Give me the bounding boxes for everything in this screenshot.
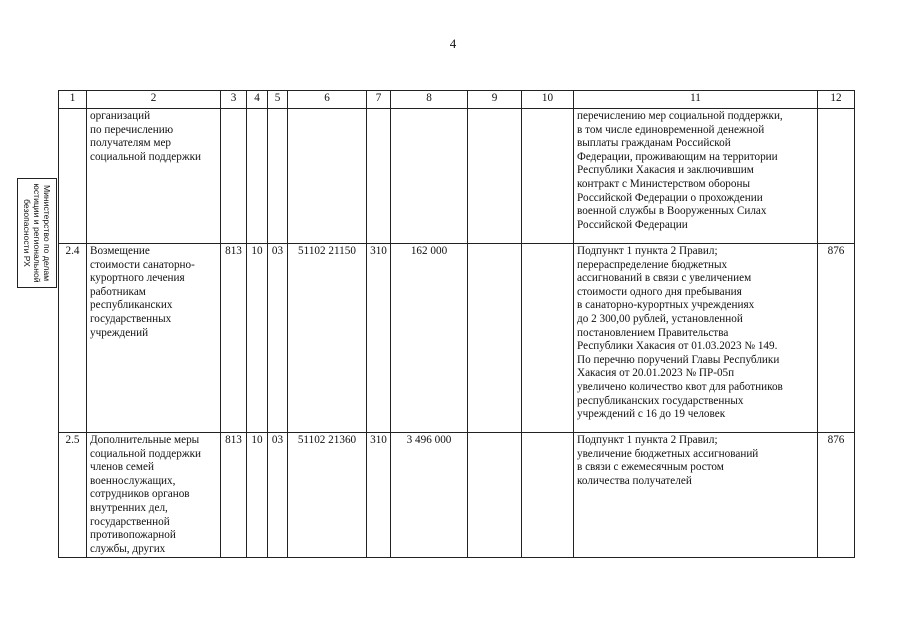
table-row xyxy=(59,109,855,244)
code-cell: 51102 21150 xyxy=(288,244,367,433)
code-cell: 813 xyxy=(221,433,247,558)
ministry-stamp xyxy=(17,178,57,288)
amount-cell xyxy=(391,109,468,244)
code-cell: 03 xyxy=(268,244,288,433)
item-number: 2.4 xyxy=(59,244,87,433)
amount-cell: 3 496 000 xyxy=(391,433,468,558)
item-description: организаций по перечислению получателям мер социальной поддержки xyxy=(87,109,221,244)
code-cell xyxy=(818,109,855,244)
stamp-text: Министерство по делам юстиции и региональной безопасности РХ xyxy=(22,183,52,283)
header-cell: 8 xyxy=(391,91,468,109)
item-number xyxy=(59,109,87,244)
code-cell: 10 xyxy=(247,244,268,433)
header-cell: 7 xyxy=(367,91,391,109)
amount-cell xyxy=(468,109,522,244)
table-row xyxy=(59,244,855,433)
code-cell: 51102 21360 xyxy=(288,433,367,558)
justification-cell: Подпункт 1 пункта 2 Правил; увеличение бюджетных ассигнований в связи с ежемесячным ростом количества получателей xyxy=(574,433,818,558)
code-cell xyxy=(247,109,268,244)
code-cell: 10 xyxy=(247,433,268,558)
code-cell: 03 xyxy=(268,433,288,558)
code-cell xyxy=(288,109,367,244)
code-cell xyxy=(268,109,288,244)
amount-cell xyxy=(522,244,574,433)
header-cell: 6 xyxy=(288,91,367,109)
amount-cell: 162 000 xyxy=(391,244,468,433)
item-description: Дополнительные меры социальной поддержки членов семей военнослужащих, сотрудников органов внутренних дел, государственной противопожарной службы, других xyxy=(87,433,221,558)
amount-cell xyxy=(468,433,522,558)
amount-cell xyxy=(522,433,574,558)
header-cell: 2 xyxy=(87,91,221,109)
code-cell: 876 xyxy=(818,244,855,433)
page-number: 4 xyxy=(449,36,457,51)
amount-cell xyxy=(468,244,522,433)
item-number: 2.5 xyxy=(59,433,87,558)
budget-table xyxy=(58,90,855,558)
header-cell: 4 xyxy=(247,91,268,109)
amount-cell xyxy=(522,109,574,244)
justification-cell: перечислению мер социальной поддержки, в том числе единовременной денежной выплаты гражданам Российской Федерации, проживающим на территории Республики Хакасия и заключившим контракт с Министерством обороны Российской Федерации о прохождении военной службы в Вооруженных Силах Российской Федерации xyxy=(574,109,818,244)
code-cell: 310 xyxy=(367,244,391,433)
header-cell: 3 xyxy=(221,91,247,109)
code-cell: 876 xyxy=(818,433,855,558)
header-cell: 9 xyxy=(468,91,522,109)
table-row xyxy=(59,433,855,558)
justification-cell: Подпункт 1 пункта 2 Правил; перераспределение бюджетных ассигнований в связи с увеличением стоимости одного дня пребывания в санаторно-курортных учреждениях до 2 300,00 рублей, установленной постановлением Правительства Республики Хакасия от 01.03.2023 № 149. По перечню поручений Главы Республики Хакасия от 20.01.2023 № ПР-05п увеличено количество квот для работников республиканских государственных учреждений с 16 до 19 человек xyxy=(574,244,818,433)
header-cell: 11 xyxy=(574,91,818,109)
code-cell xyxy=(221,109,247,244)
code-cell xyxy=(367,109,391,244)
code-cell: 813 xyxy=(221,244,247,433)
item-description: Возмещение стоимости санаторно- курортного лечения работникам республиканских государственных учреждений xyxy=(87,244,221,433)
header-cell: 1 xyxy=(59,91,87,109)
code-cell: 310 xyxy=(367,433,391,558)
table-header-row xyxy=(59,91,855,109)
header-cell: 5 xyxy=(268,91,288,109)
header-cell: 12 xyxy=(818,91,855,109)
header-cell: 10 xyxy=(522,91,574,109)
